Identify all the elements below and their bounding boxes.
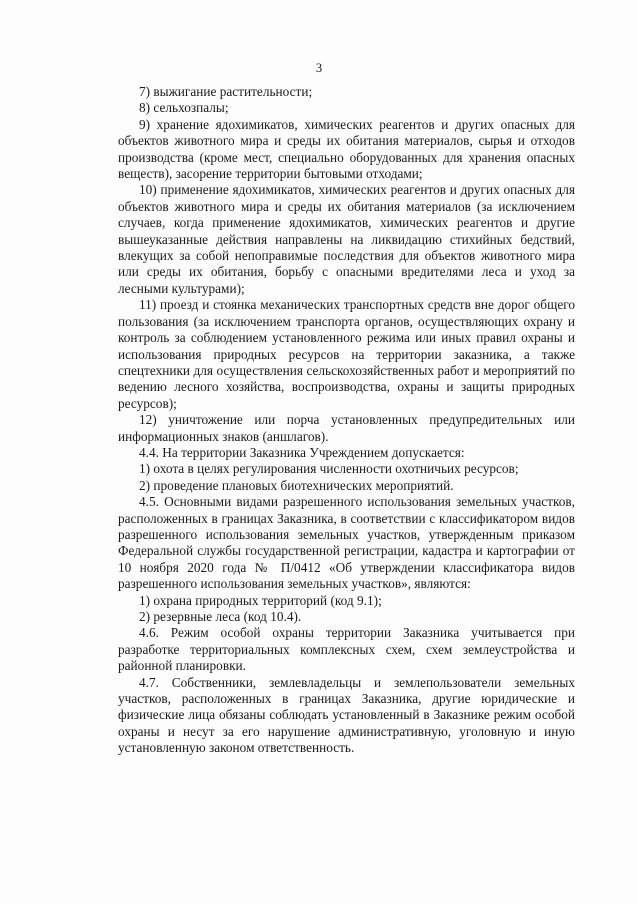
section-4-4-heading: 4.4. На территории Заказника Учреждением допускается:: [139, 444, 465, 460]
paragraph-10-chemical-use: 10) применение ядохимикатов, химических реагентов и других опасных для объектов животного мира и среды их обитания материалов (за исключением случаев, когда применение ядохимикатов, химических реагентов и другие вышеуказанные действия направлены на ликвидацию стихийных бедствий, влекущих за собой непоправимые последствия для объектов животного мира или среды их обитания, борьбу с опасными вредителями леса и уход за лесными культурами);: [118, 182, 575, 296]
section-4-5: 4.5. Основными видами разрешенного использования земельных участков, расположенных в границах Заказника, в соответствии с классификатором видов разрешенного использования земельных участков, утвержденным приказом Федеральной службы государственной регистрации, кадастра и картографии от 10 ноября 2020 года № П/0412 «Об утверждении классификатора видов разрешенного использования земельных участков», являются:: [118, 494, 575, 592]
section-4-5-item-2: 2) резервные леса (код 10.4).: [139, 609, 302, 624]
paragraph-8-field-burning: 8) сельхозпалы;: [139, 100, 229, 116]
paragraph-9-chemical-storage: 9) хранение ядохимикатов, химических реагентов и других опасных для объектов животного мира и среды их обитания материалов, сырья и отходов производства (кроме мест, специально оборудованных для хранения опасных веществ), засорение территории бытовыми отходами;: [118, 116, 575, 182]
section-4-7: 4.7. Собственники, землевладельцы и землепользователи земельных участков, расположенных в границах Заказника, другие юридические и физические лица обязаны соблюдать установленный в Заказнике режим особой охраны и несут за его нарушение административную, уголовную и иную установленную законом ответственность.: [118, 674, 575, 756]
document-body: [118, 84, 575, 757]
section-4-4-item-1: 1) охота в целях регулирования численности охотничьих ресурсов;: [139, 461, 519, 477]
page-number: 3: [315, 61, 323, 75]
paragraph-7-burning: 7) выжигание растительности;: [139, 84, 313, 99]
section-4-4-item-2: 2) проведение плановых биотехнических мероприятий.: [139, 477, 454, 493]
section-4-5-item-1: 1) охрана природных территорий (код 9.1);: [139, 592, 382, 608]
paragraph-12-signs-damage: 12) уничтожение или порча установленных предупредительных или информационных знаков (аншлагов).: [118, 412, 575, 444]
section-4-6: 4.6. Режим особой охраны территории Заказника учитывается при разработке территориальных комплексных схем, схем землеустройства и районной планировки.: [118, 625, 575, 674]
paragraph-11-vehicle-traffic: 11) проезд и стоянка механических транспортных средств вне дорог общего пользования (за исключением транспорта органов, осуществляющих охрану и контроль за соблюдением установленного режима или иных правил охраны и использования природных ресурсов на территории заказника, а также спецтехники для осуществления сельскохозяйственных работ и мероприятий по ведению лесного хозяйства, воспроизводства, охраны и защиты природных ресурсов);: [118, 297, 575, 411]
